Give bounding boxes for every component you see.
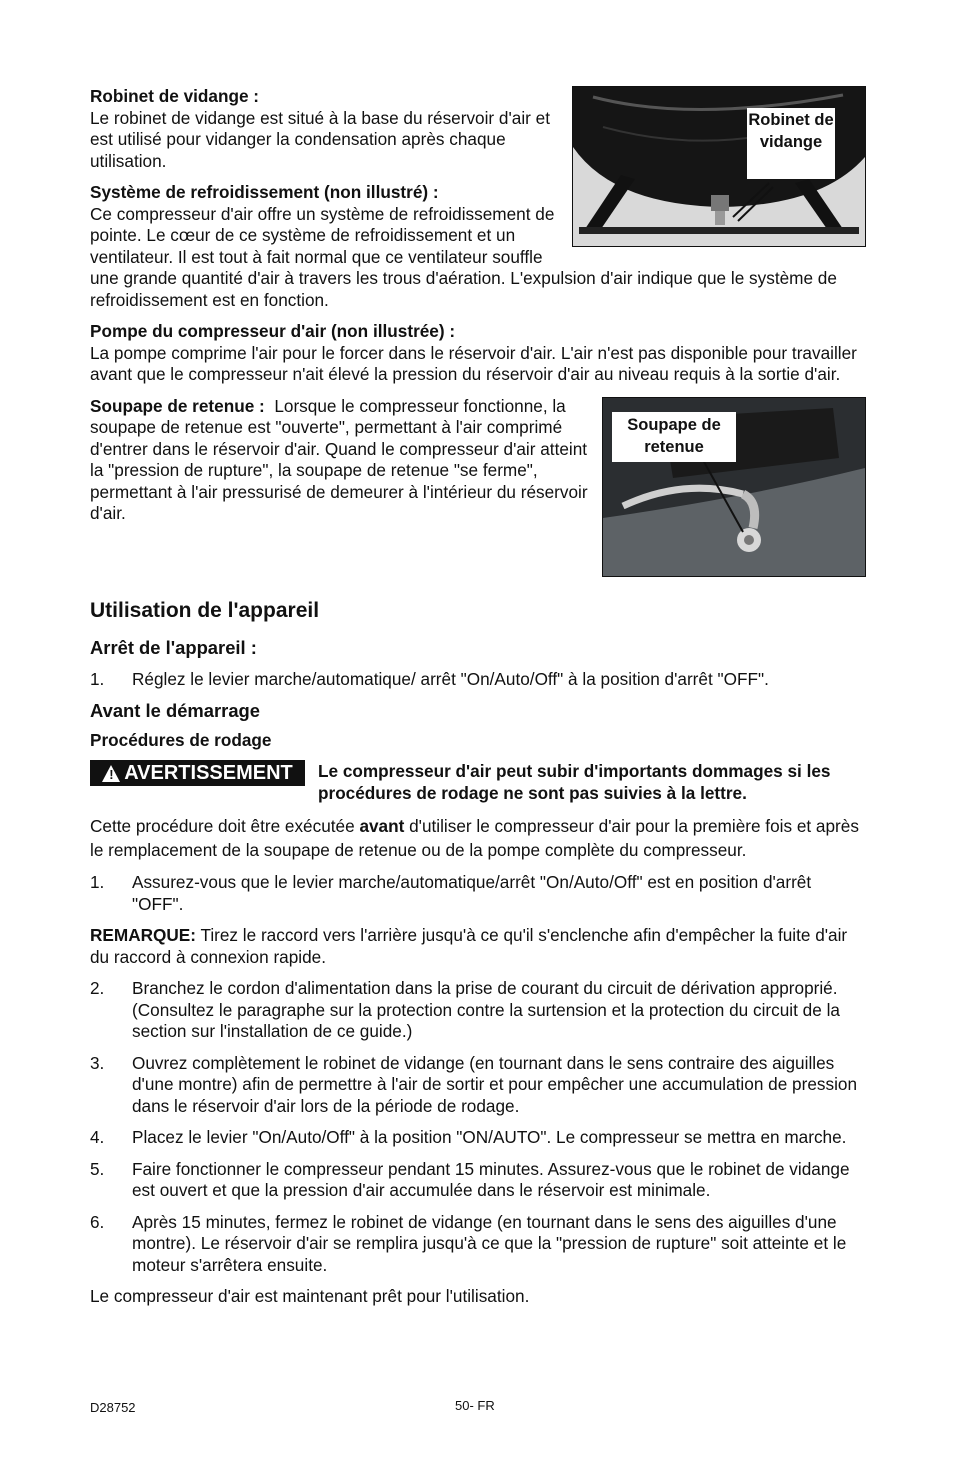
drain-text: Le robinet de vidange est situé à la base du réservoir d'air et est utilisé pour vidanger la condensation après chaque utilisation. xyxy=(90,107,550,171)
list-number: 1. xyxy=(90,872,105,892)
list-item xyxy=(90,1053,866,1118)
list-item xyxy=(90,978,866,1043)
list-number: 1. xyxy=(90,668,105,689)
drain-valve-figure xyxy=(572,86,866,247)
section-title: Utilisation de l'appareil xyxy=(90,598,320,622)
list-item xyxy=(90,872,866,915)
warning-label: AVERTISSEMENT xyxy=(124,761,293,784)
list-item xyxy=(90,1127,866,1149)
check-valve-title: Soupape de retenue : xyxy=(90,395,265,416)
before-title: Avant le démarrage xyxy=(90,700,261,721)
break-in-subtitle: Procédures de rodage xyxy=(90,730,272,750)
warning-text: Le compresseur d'air peut subir d'importants dommages si les procédures de rodage ne sont pas suivies à la lettre. xyxy=(318,761,831,803)
note xyxy=(90,925,866,968)
cooling-title: Système de refroidissement (non illustré) : xyxy=(90,182,439,202)
procedure-intro: Cette procédure doit être exécutée avant d'utiliser le compresseur d'air pour la première fois et après le remplacement de la soupape de retenue ou de la pompe complète du compresseur. xyxy=(90,816,859,860)
list-text: Faire fonctionner le compresseur pendant 15 minutes. Assurez-vous que le robinet de vidange est ouvert et que la pression d'air accumulée dans le réservoir est minimale. xyxy=(132,1158,850,1200)
note-label: REMARQUE: xyxy=(90,925,196,945)
list-text: Branchez le cordon d'alimentation dans la prise de courant du circuit de dérivation approprié. (Consultez le paragraphe sur la protection contre la surtension et la protection du circuit de la section sur l'installation de ce guide.) xyxy=(132,978,840,1041)
list-number: 4. xyxy=(90,1127,105,1147)
page-number: 50- FR xyxy=(455,1398,495,1413)
list-item xyxy=(90,1212,866,1277)
pump-title: Pompe du compresseur d'air (non illustrée) : xyxy=(90,321,456,341)
list-text: Ouvrez complètement le robinet de vidange (en tournant dans le sens contraire des aiguilles d'une montre) afin de permettre à l'air de sortir et pour empêcher une accumulation de pression dans le réservoir d'air lors de la période de rodage. xyxy=(132,1052,858,1116)
pump-text: La pompe comprime l'air pour le forcer dans le réservoir d'air. L'air n'est pas disponible pour travailler avant que le compresseur n'ait élevé la pression du réservoir d'air au niveau requis à la sortie d'air. xyxy=(90,342,857,384)
note-text: Tirez le raccord vers l'arrière jusqu'à ce qu'il s'enclenche afin d'empêcher la fuite d'air du raccord à connexion rapide. xyxy=(90,925,848,967)
warning-badge xyxy=(90,760,305,786)
list-item xyxy=(90,1159,866,1202)
document-number: D28752 xyxy=(90,1400,136,1415)
list-number: 2. xyxy=(90,978,105,998)
cooling-text: Ce compresseur d'air offre un système de refroidissement de pointe. Le cœur de ce système de refroidissement et un ventilateur. Il est tout à fait normal que ce ventilateur souffle une grande quantité d'air à travers les trous d'aération. L'expulsion d'air indique que le système de refroidissement est en fonction. xyxy=(90,203,837,310)
check-valve-text: Lorsque le compresseur fonctionne, la soupape de retenue est "ouverte", permettant à l'air comprimé d'entrer dans le réservoir d'air. Quand le compresseur d'air atteint la "pression de rupture", la soupape de retenue "se ferme", permettant à l'air pressurisé de demeurer à l'intérieur du réservoir d'air. xyxy=(90,395,588,523)
warning-block xyxy=(90,760,866,804)
list-text: Après 15 minutes, fermez le robinet de vidange (en tournant dans le sens des aiguilles d'une montre). Le réservoir d'air se remplira jusqu'à ce que la "pression de rupture" soit atteinte et le moteur s'arrêtera ensuite. xyxy=(132,1211,847,1275)
stop-title: Arrêt de l'appareil : xyxy=(90,636,257,658)
check-valve-callout: Soupape de retenue xyxy=(612,412,736,462)
check-valve-figure xyxy=(602,397,866,577)
list-number: 3. xyxy=(90,1052,105,1073)
list-number: 5. xyxy=(90,1158,105,1179)
list-number: 6. xyxy=(90,1211,105,1232)
list-text: Assurez-vous que le levier marche/automatique/arrêt "On/Auto/Off" est en position d'arrêt "OFF". xyxy=(132,872,812,914)
drain-valve-callout: Robinet de vidange xyxy=(747,108,835,179)
manual-page xyxy=(90,86,866,1308)
warning-triangle-icon: ! xyxy=(102,765,120,782)
list-text: Réglez le levier marche/automatique/ arrêt "On/Auto/Off" à la position d'arrêt "OFF". xyxy=(132,668,769,689)
list-item xyxy=(90,669,866,691)
closing-text: Le compresseur d'air est maintenant prêt pour l'utilisation. xyxy=(90,1286,530,1306)
list-text: Placez le levier "On/Auto/Off" à la position "ON/AUTO". Le compresseur se mettra en marche. xyxy=(132,1127,847,1147)
drain-title: Robinet de vidange : xyxy=(90,86,260,106)
